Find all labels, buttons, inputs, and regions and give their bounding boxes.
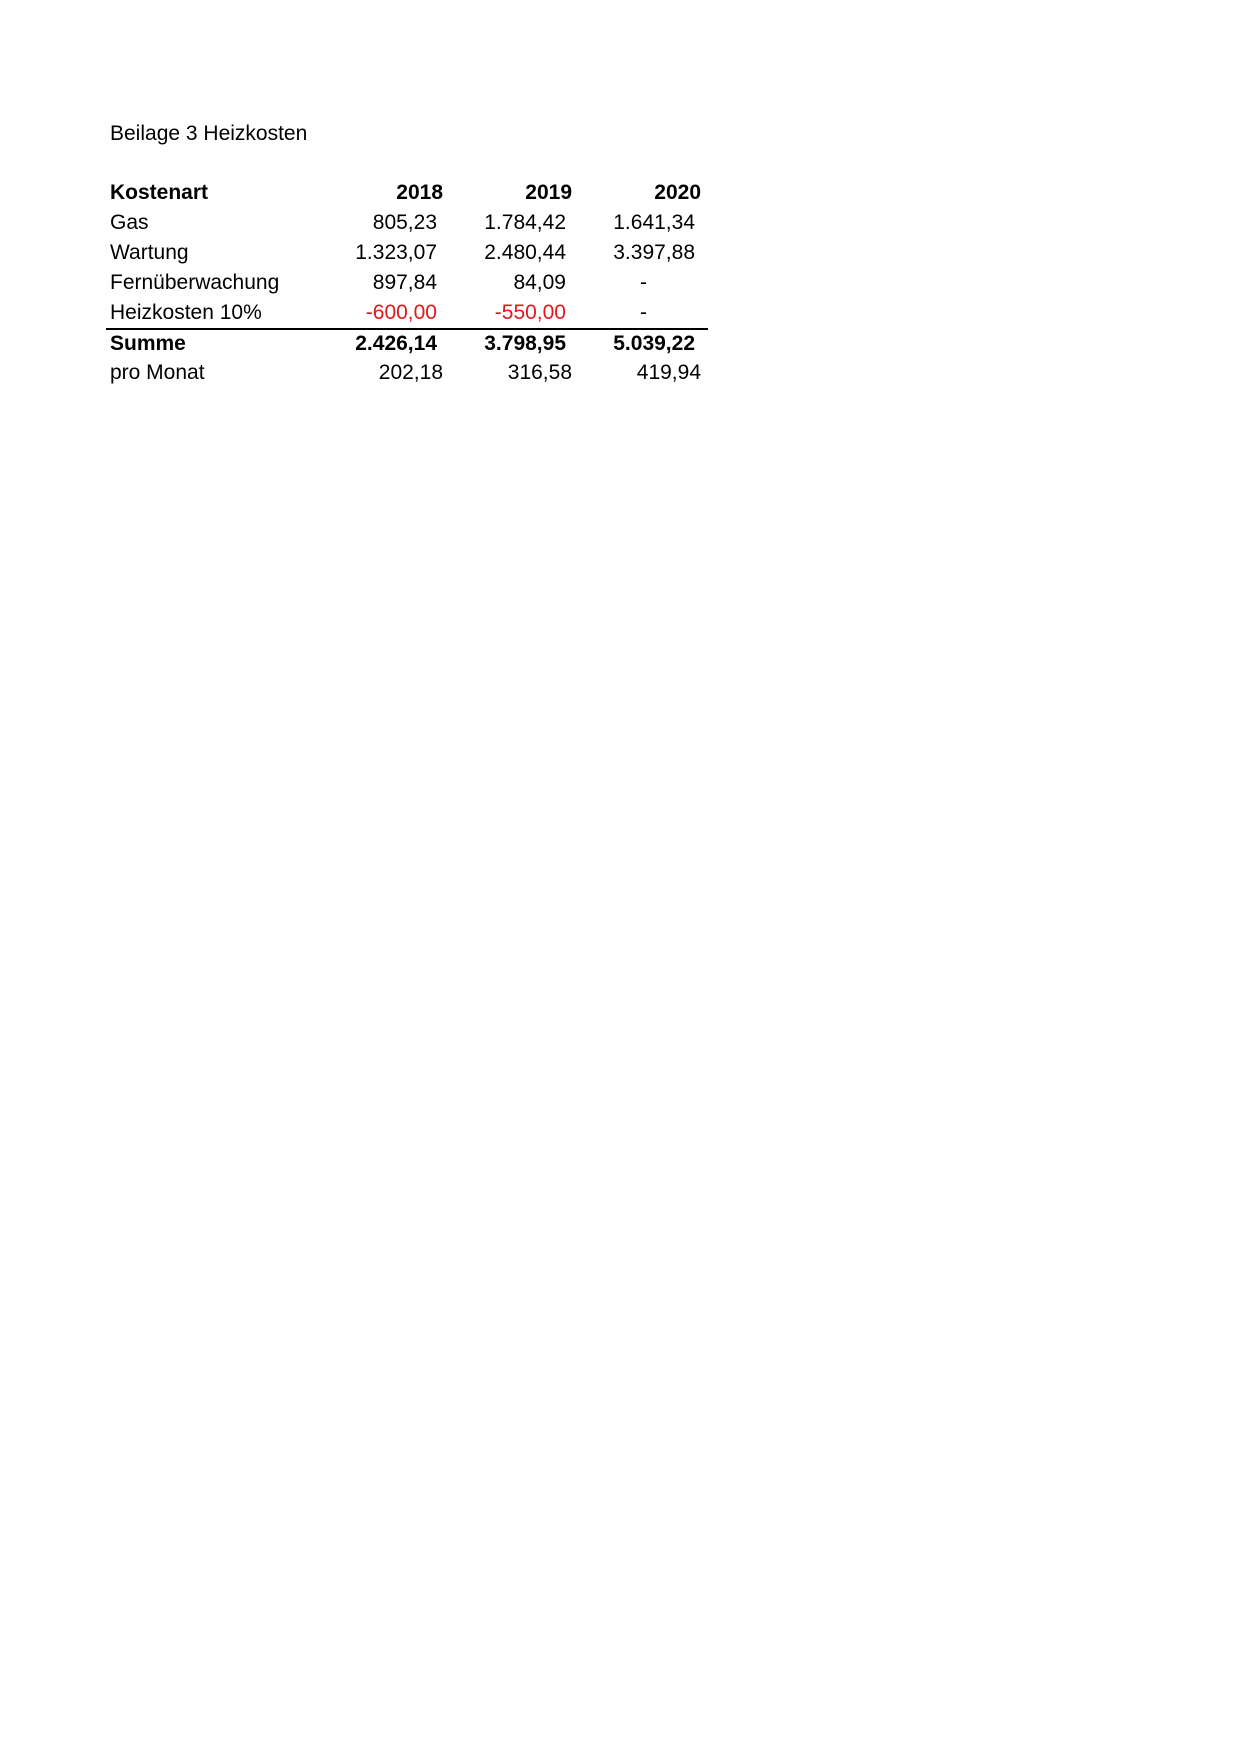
monthly-2020: 419,94: [636, 361, 701, 384]
value-2020: 3.397,88: [613, 241, 695, 264]
header-2020: 2020: [654, 181, 701, 204]
monthly-2018: 202,18: [378, 361, 443, 384]
table-header-row: [106, 178, 708, 208]
row-label: Fernüberwachung: [110, 271, 280, 294]
total-2019: 3.798,95: [484, 332, 566, 355]
monthly-2019: 316,58: [507, 361, 572, 384]
header-kostenart: Kostenart: [110, 181, 209, 204]
value-2018-negative: -600,00: [365, 301, 437, 324]
row-label: Wartung: [110, 241, 189, 264]
value-2019: 2.480,44: [484, 241, 566, 264]
value-2019-negative: -550,00: [494, 301, 566, 324]
row-label: Gas: [110, 211, 149, 234]
table-row-pro-monat: [106, 358, 708, 388]
value-2020: -: [640, 301, 647, 324]
cost-table: [106, 178, 708, 388]
total-2020: 5.039,22: [613, 332, 695, 355]
table-row-fernueberwachung: [106, 268, 708, 298]
row-label: Heizkosten 10%: [110, 301, 262, 324]
table-row-summe: [106, 328, 708, 358]
value-2020: -: [640, 271, 647, 294]
page-title: Beilage 3 Heizkosten: [110, 122, 308, 145]
row-label: pro Monat: [110, 361, 205, 384]
row-label: Summe: [110, 332, 186, 355]
value-2019: 1.784,42: [484, 211, 566, 234]
value-2018: 805,23: [372, 211, 437, 234]
value-2018: 897,84: [372, 271, 437, 294]
table-row-gas: [106, 208, 708, 238]
value-2019: 84,09: [513, 271, 566, 294]
value-2020: 1.641,34: [613, 211, 695, 234]
table-row-wartung: [106, 238, 708, 268]
value-2018: 1.323,07: [355, 241, 437, 264]
table-row-heizkosten: [106, 298, 708, 328]
header-2019: 2019: [525, 181, 572, 204]
total-2018: 2.426,14: [355, 332, 437, 355]
header-2018: 2018: [396, 181, 443, 204]
